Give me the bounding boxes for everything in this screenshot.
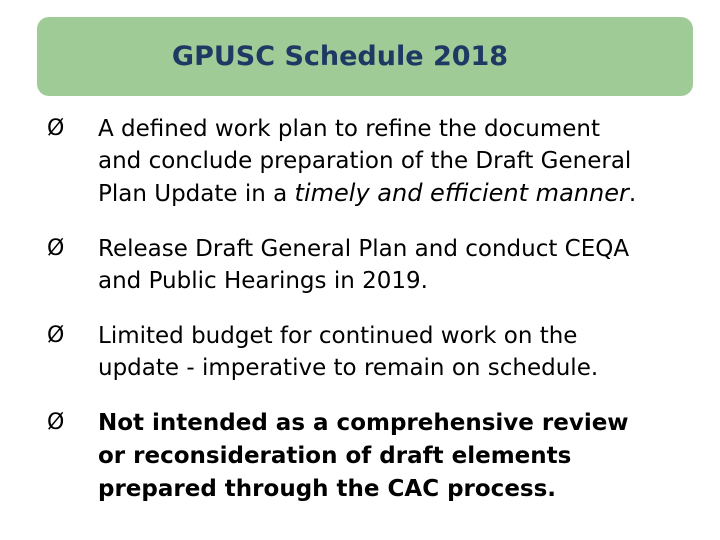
arrow-bullet-icon: Ø [47,236,65,261]
emphasis-text: timely and efficient manner [294,179,629,207]
bullet-line: A defined work plan to refine the document [98,116,600,142]
bullet-list [47,113,707,506]
bullet-line: or reconsideration of draft elements [98,443,572,469]
bullet-line: and Public Hearings in 2019. [98,268,428,294]
bullet-line: Plan Update in a [98,181,295,207]
slide-title: GPUSC Schedule 2018 [171,41,509,72]
arrow-bullet-icon: Ø [47,323,65,348]
bullet-item-release-draft [47,233,707,297]
bullet-item-work-plan [47,113,707,210]
bullet-tail: . [628,181,637,207]
arrow-bullet-icon: Ø [47,116,65,141]
bullet-line: Not intended as a comprehensive review [98,410,629,436]
title-banner [37,17,693,96]
bullet-line: Limited budget for continued work on the [98,323,578,349]
arrow-bullet-icon: Ø [47,410,65,435]
bullet-line: Release Draft General Plan and conduct CEQA [98,236,630,262]
bullet-item-not-intended [47,407,707,506]
bullet-line: prepared through the CAC process. [98,476,557,502]
bullet-line: and conclude preparation of the Draft General [98,148,632,174]
bullet-line: update - imperative to remain on schedule. [98,355,599,381]
bullet-item-limited-budget [47,320,707,384]
